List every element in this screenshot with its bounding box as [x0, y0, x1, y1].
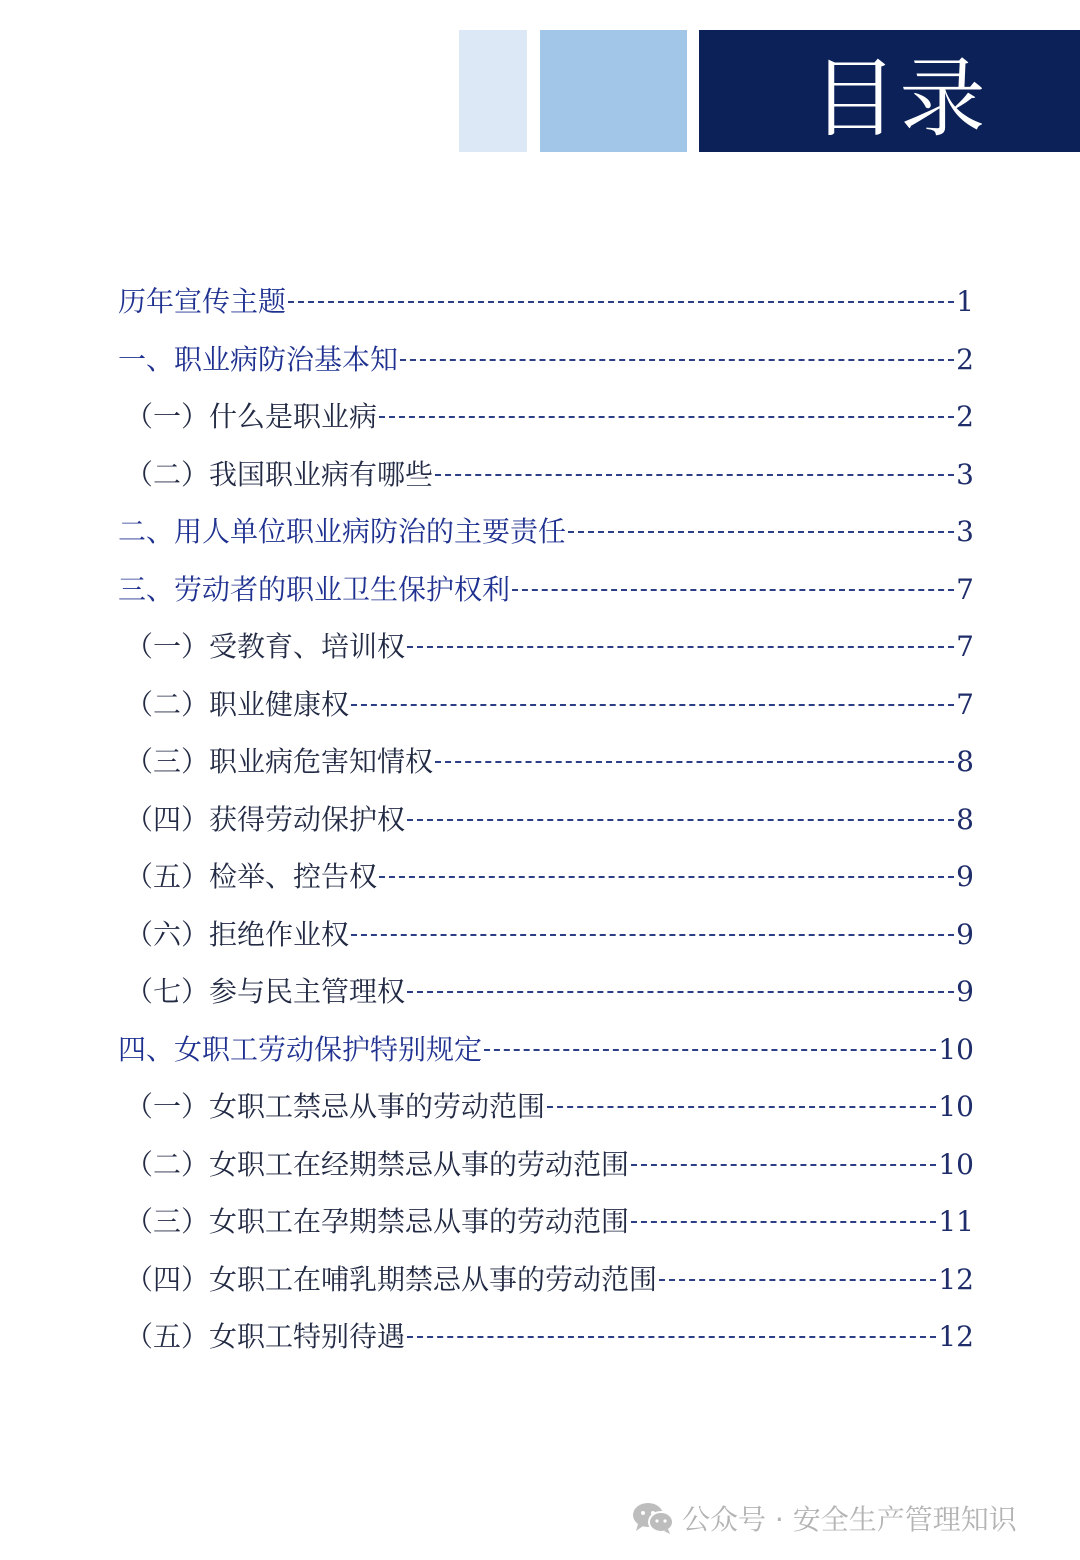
toc-leader-line — [407, 991, 954, 993]
toc-page-number: 8 — [956, 802, 974, 836]
wechat-icon — [630, 1500, 676, 1536]
toc-leader-line — [351, 934, 954, 936]
toc-subsection-link[interactable] — [125, 1075, 974, 1127]
toc-entry-label: （六）拒绝作业权 — [125, 917, 350, 951]
toc-subsection-link[interactable] — [125, 1133, 974, 1185]
toc-leader-line — [568, 531, 954, 533]
toc-leader-line — [484, 1049, 936, 1051]
toc-leader-line — [407, 646, 954, 648]
toc-section-link[interactable] — [118, 1018, 974, 1070]
toc-page-number: 7 — [956, 687, 974, 721]
toc-page-number: 3 — [956, 457, 974, 491]
toc-section-link[interactable] — [118, 500, 974, 552]
toc-page-number: 11 — [938, 1205, 974, 1238]
toc-subsection-link[interactable] — [125, 385, 974, 437]
toc-entry-label: （一）女职工禁忌从事的劳动范围 — [125, 1090, 546, 1123]
toc-page-number: 2 — [956, 400, 974, 433]
header-decor-light-block — [459, 30, 527, 152]
toc-subsection-link[interactable] — [125, 615, 974, 667]
watermark — [630, 1498, 1017, 1538]
toc-entry-label: 四、女职工劳动保护特别规定 — [118, 1032, 483, 1066]
toc-leader-line — [435, 474, 954, 476]
toc-entry-label: （二）职业健康权 — [125, 687, 350, 721]
toc-entry-label: （二）我国职业病有哪些 — [125, 457, 434, 491]
toc-page-number: 9 — [956, 975, 974, 1008]
watermark-text: 公众号 · 安全生产管理知识 — [682, 1503, 1017, 1536]
toc-leader-line — [547, 1106, 936, 1108]
header-decor-mid-block — [540, 30, 687, 152]
toc-entry-label: 三、劳动者的职业卫生保护权利 — [118, 572, 511, 606]
toc-leader-line — [288, 301, 954, 303]
toc-section-link[interactable] — [118, 328, 974, 380]
toc-leader-line — [379, 876, 954, 878]
toc-leader-line — [512, 589, 954, 591]
toc-leader-line — [351, 704, 954, 706]
toc-entry-label: （一）受教育、培训权 — [125, 630, 406, 663]
toc-subsection-link[interactable] — [125, 845, 974, 897]
toc-page-number: 12 — [938, 1262, 974, 1296]
toc-subsection-link[interactable] — [125, 1248, 974, 1300]
toc-leader-line — [407, 819, 954, 821]
toc-leader-line — [379, 416, 954, 418]
toc-subsection-link[interactable] — [125, 443, 974, 495]
toc-entry-label: （七）参与民主管理权 — [125, 975, 406, 1008]
toc-subsection-link[interactable] — [125, 673, 974, 725]
toc-subsection-link[interactable] — [125, 730, 974, 782]
toc-entry-label: 历年宣传主题 — [118, 285, 287, 318]
toc-page-number: 7 — [956, 572, 974, 606]
toc-page-number: 7 — [956, 630, 974, 663]
toc-page-number: 9 — [956, 917, 974, 951]
toc-leader-line — [631, 1221, 936, 1223]
toc-page-number: 2 — [956, 342, 974, 376]
toc-subsection-link[interactable] — [125, 788, 974, 840]
toc-entry-label: （五）女职工特别待遇 — [125, 1320, 406, 1353]
toc-subsection-link[interactable] — [125, 960, 974, 1012]
toc-entry-label: （一）什么是职业病 — [125, 400, 378, 433]
toc-entry-label: 二、用人单位职业病防治的主要责任 — [118, 515, 567, 548]
toc-page-number: 3 — [956, 515, 974, 548]
toc-page-number: 10 — [938, 1090, 974, 1123]
toc-page-number: 9 — [956, 860, 974, 893]
toc-leader-line — [407, 1336, 936, 1338]
toc-entry-label: 一、职业病防治基本知 — [118, 342, 399, 376]
toc-page-number: 1 — [956, 285, 974, 318]
toc-page-number: 8 — [956, 745, 974, 778]
toc-leader-line — [435, 761, 954, 763]
toc-leader-line — [400, 359, 954, 361]
toc-entry-label: （二）女职工在经期禁忌从事的劳动范围 — [125, 1147, 630, 1181]
toc-entry-label: （五）检举、控告权 — [125, 860, 378, 893]
toc-entry-label: （四）获得劳动保护权 — [125, 802, 406, 836]
toc-page-number: 12 — [938, 1320, 974, 1353]
toc-entry-label: （三）职业病危害知情权 — [125, 745, 434, 778]
toc-leader-line — [659, 1279, 936, 1281]
toc-leader-line — [631, 1164, 936, 1166]
toc-page-number: 10 — [938, 1147, 974, 1181]
toc-entry-label: （四）女职工在哺乳期禁忌从事的劳动范围 — [125, 1262, 658, 1296]
toc-page-number: 10 — [938, 1032, 974, 1066]
toc-section-link[interactable] — [118, 558, 974, 610]
page-title: 目录 — [811, 49, 988, 149]
toc-subsection-link[interactable] — [125, 1305, 974, 1357]
toc-subsection-link[interactable] — [125, 1190, 974, 1242]
toc-subsection-link[interactable] — [125, 903, 974, 955]
toc-section-link[interactable] — [118, 270, 974, 322]
toc-entry-label: （三）女职工在孕期禁忌从事的劳动范围 — [125, 1205, 630, 1238]
